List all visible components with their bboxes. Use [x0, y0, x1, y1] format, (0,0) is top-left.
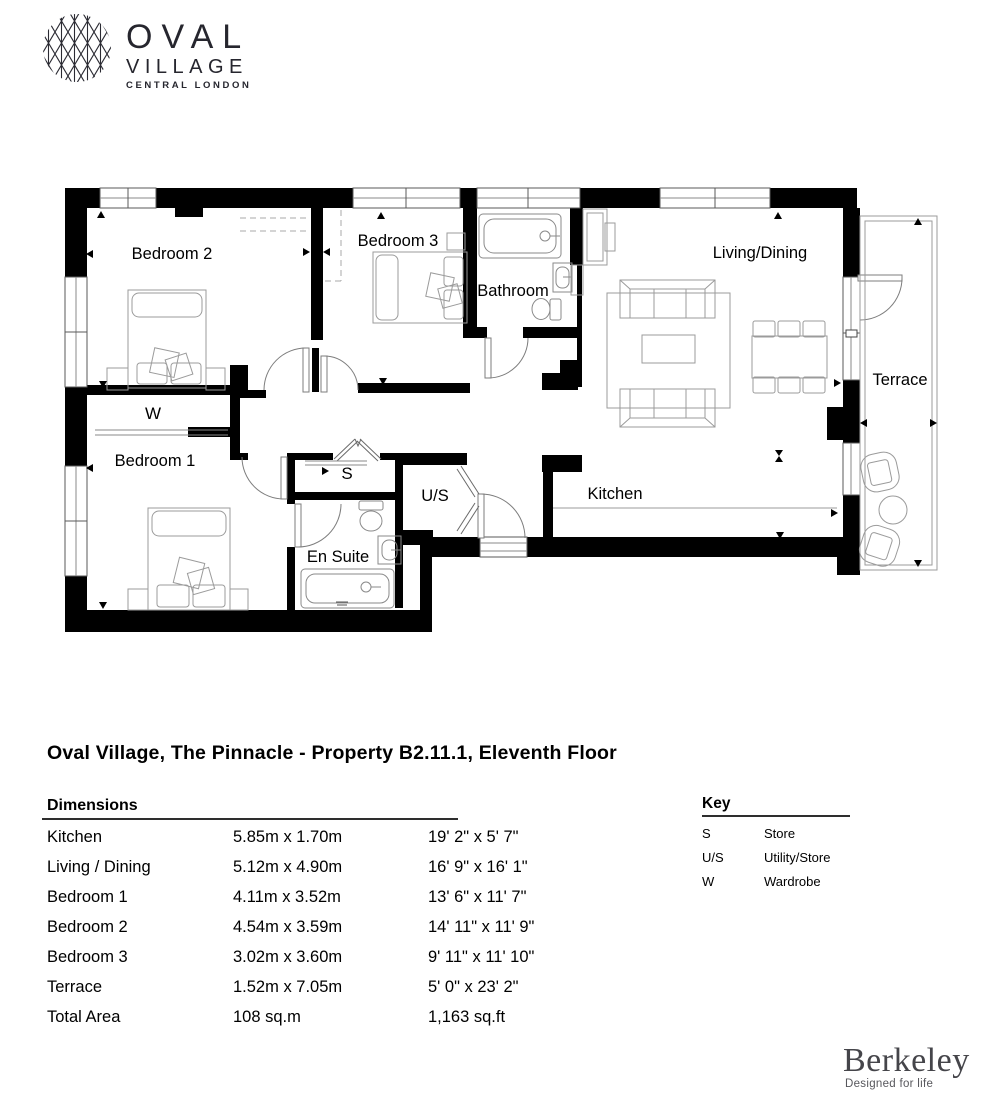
- dim-metric: 5.85m x 1.70m: [233, 827, 343, 846]
- room-label-living-dining: Living/Dining: [712, 244, 808, 262]
- terrace-door-glazing: [843, 277, 860, 333]
- dim-room: Total Area: [47, 1007, 121, 1026]
- window-bedroom2-left: [65, 277, 87, 387]
- room-label-bathroom: Bathroom: [477, 282, 549, 300]
- dim-room: Bedroom 3: [47, 947, 128, 966]
- room-label-en-suite: En Suite: [306, 548, 370, 566]
- bathroom-bathtub: [479, 214, 561, 258]
- terrace-table: [879, 496, 907, 524]
- coffee-table: [642, 335, 695, 363]
- key-abbr: W: [702, 873, 715, 889]
- bedroom2-door: [264, 348, 309, 392]
- terrace-armchair-2: [856, 522, 903, 570]
- window-bedroom2-top: [100, 188, 156, 208]
- berkeley-tagline: Designed for life: [845, 1078, 934, 1090]
- dimensions-rule: [42, 818, 458, 820]
- store-rail: [305, 461, 367, 465]
- dim-room: Living / Dining: [47, 857, 151, 876]
- sofa-top: [620, 280, 715, 318]
- dim-imperial: 5' 0" x 23' 2": [428, 977, 519, 996]
- room-label-utility-store: U/S: [421, 487, 449, 505]
- page-title: Oval Village, The Pinnacle - Property B2.11.1, Eleventh Floor: [47, 742, 617, 764]
- dining-table-set: [752, 321, 827, 393]
- room-label-bedroom-3: Bedroom 3: [357, 232, 439, 250]
- dim-imperial: 1,163 sq.ft: [428, 1007, 506, 1026]
- ensuite-door: [295, 504, 341, 547]
- dim-metric: 108 sq.m: [233, 1007, 301, 1026]
- dim-metric: 4.11m x 3.52m: [233, 887, 341, 906]
- dim-metric: 1.52m x 7.05m: [233, 977, 343, 996]
- dimensions-table: [47, 822, 648, 1032]
- entrance-door: [478, 494, 525, 538]
- key-abbr: U/S: [702, 849, 724, 865]
- bedroom1-bed: [128, 508, 248, 610]
- room-label-bedroom-1: Bedroom 1: [114, 452, 196, 470]
- terrace-railing: [860, 216, 937, 570]
- room-label-terrace: Terrace: [872, 371, 928, 389]
- brand-line1: OVAL: [126, 18, 251, 56]
- window-living-right-upper: [843, 330, 860, 380]
- key-label: Store: [764, 825, 796, 841]
- entrance-threshold: [480, 537, 527, 557]
- key-heading: Key: [702, 795, 731, 812]
- bathroom-toilet: [532, 299, 561, 321]
- bedroom3-door: [321, 356, 358, 392]
- dim-imperial: 13' 6" x 11' 7": [428, 887, 527, 906]
- room-label-wardrobe: W: [144, 404, 162, 423]
- key-rule: [702, 815, 850, 817]
- dim-metric: 3.02m x 3.60m: [233, 947, 343, 966]
- dim-room: Bedroom 1: [47, 887, 128, 906]
- store-bifold-doors: [334, 439, 381, 461]
- dim-imperial: 19' 2" x 5' 7": [428, 827, 519, 846]
- dimensions-heading: Dimensions: [47, 797, 138, 814]
- living-rug: [607, 293, 730, 408]
- ensuite-bathtub: [301, 569, 394, 608]
- ensuite-toilet: [359, 501, 383, 531]
- dim-room: Terrace: [47, 977, 103, 996]
- bathroom-basin: [553, 263, 572, 292]
- dim-metric: 5.12m x 4.90m: [233, 857, 343, 876]
- dim-imperial: 16' 9" x 16' 1": [428, 857, 528, 876]
- key-label: Wardrobe: [764, 873, 821, 889]
- window-bathroom-top: [477, 188, 580, 208]
- window-living-top: [660, 188, 770, 208]
- bedroom2-bed: [107, 290, 225, 390]
- window-bedroom1-left: [65, 466, 87, 576]
- key-table: [702, 821, 884, 893]
- window-kitchen-right: [843, 443, 860, 495]
- key-label: Utility/Store: [764, 849, 831, 865]
- dim-room: Kitchen: [47, 827, 103, 846]
- bedroom1-door: [242, 457, 287, 499]
- dim-imperial: 14' 11" x 11' 9": [428, 917, 535, 936]
- room-label-store: S: [341, 464, 353, 483]
- key-abbr: S: [702, 825, 711, 841]
- utility-store-bifold-doors: [457, 466, 479, 534]
- berkeley-logo: Berkeley: [843, 1042, 970, 1079]
- doors: [242, 275, 902, 547]
- window-bedroom3-top: [353, 188, 460, 208]
- room-label-kitchen: Kitchen: [587, 485, 643, 503]
- dim-room: Bedroom 2: [47, 917, 128, 936]
- dim-imperial: 9' 11" x 11' 10": [428, 947, 535, 966]
- brand-line3: CENTRAL LONDON: [126, 80, 252, 91]
- dashed-bulkhead-lines: [240, 210, 341, 281]
- bathroom-door: [485, 338, 528, 378]
- dim-metric: 4.54m x 3.59m: [233, 917, 343, 936]
- room-label-bedroom-2: Bedroom 2: [131, 245, 213, 263]
- brand-line2: VILLAGE: [126, 56, 248, 78]
